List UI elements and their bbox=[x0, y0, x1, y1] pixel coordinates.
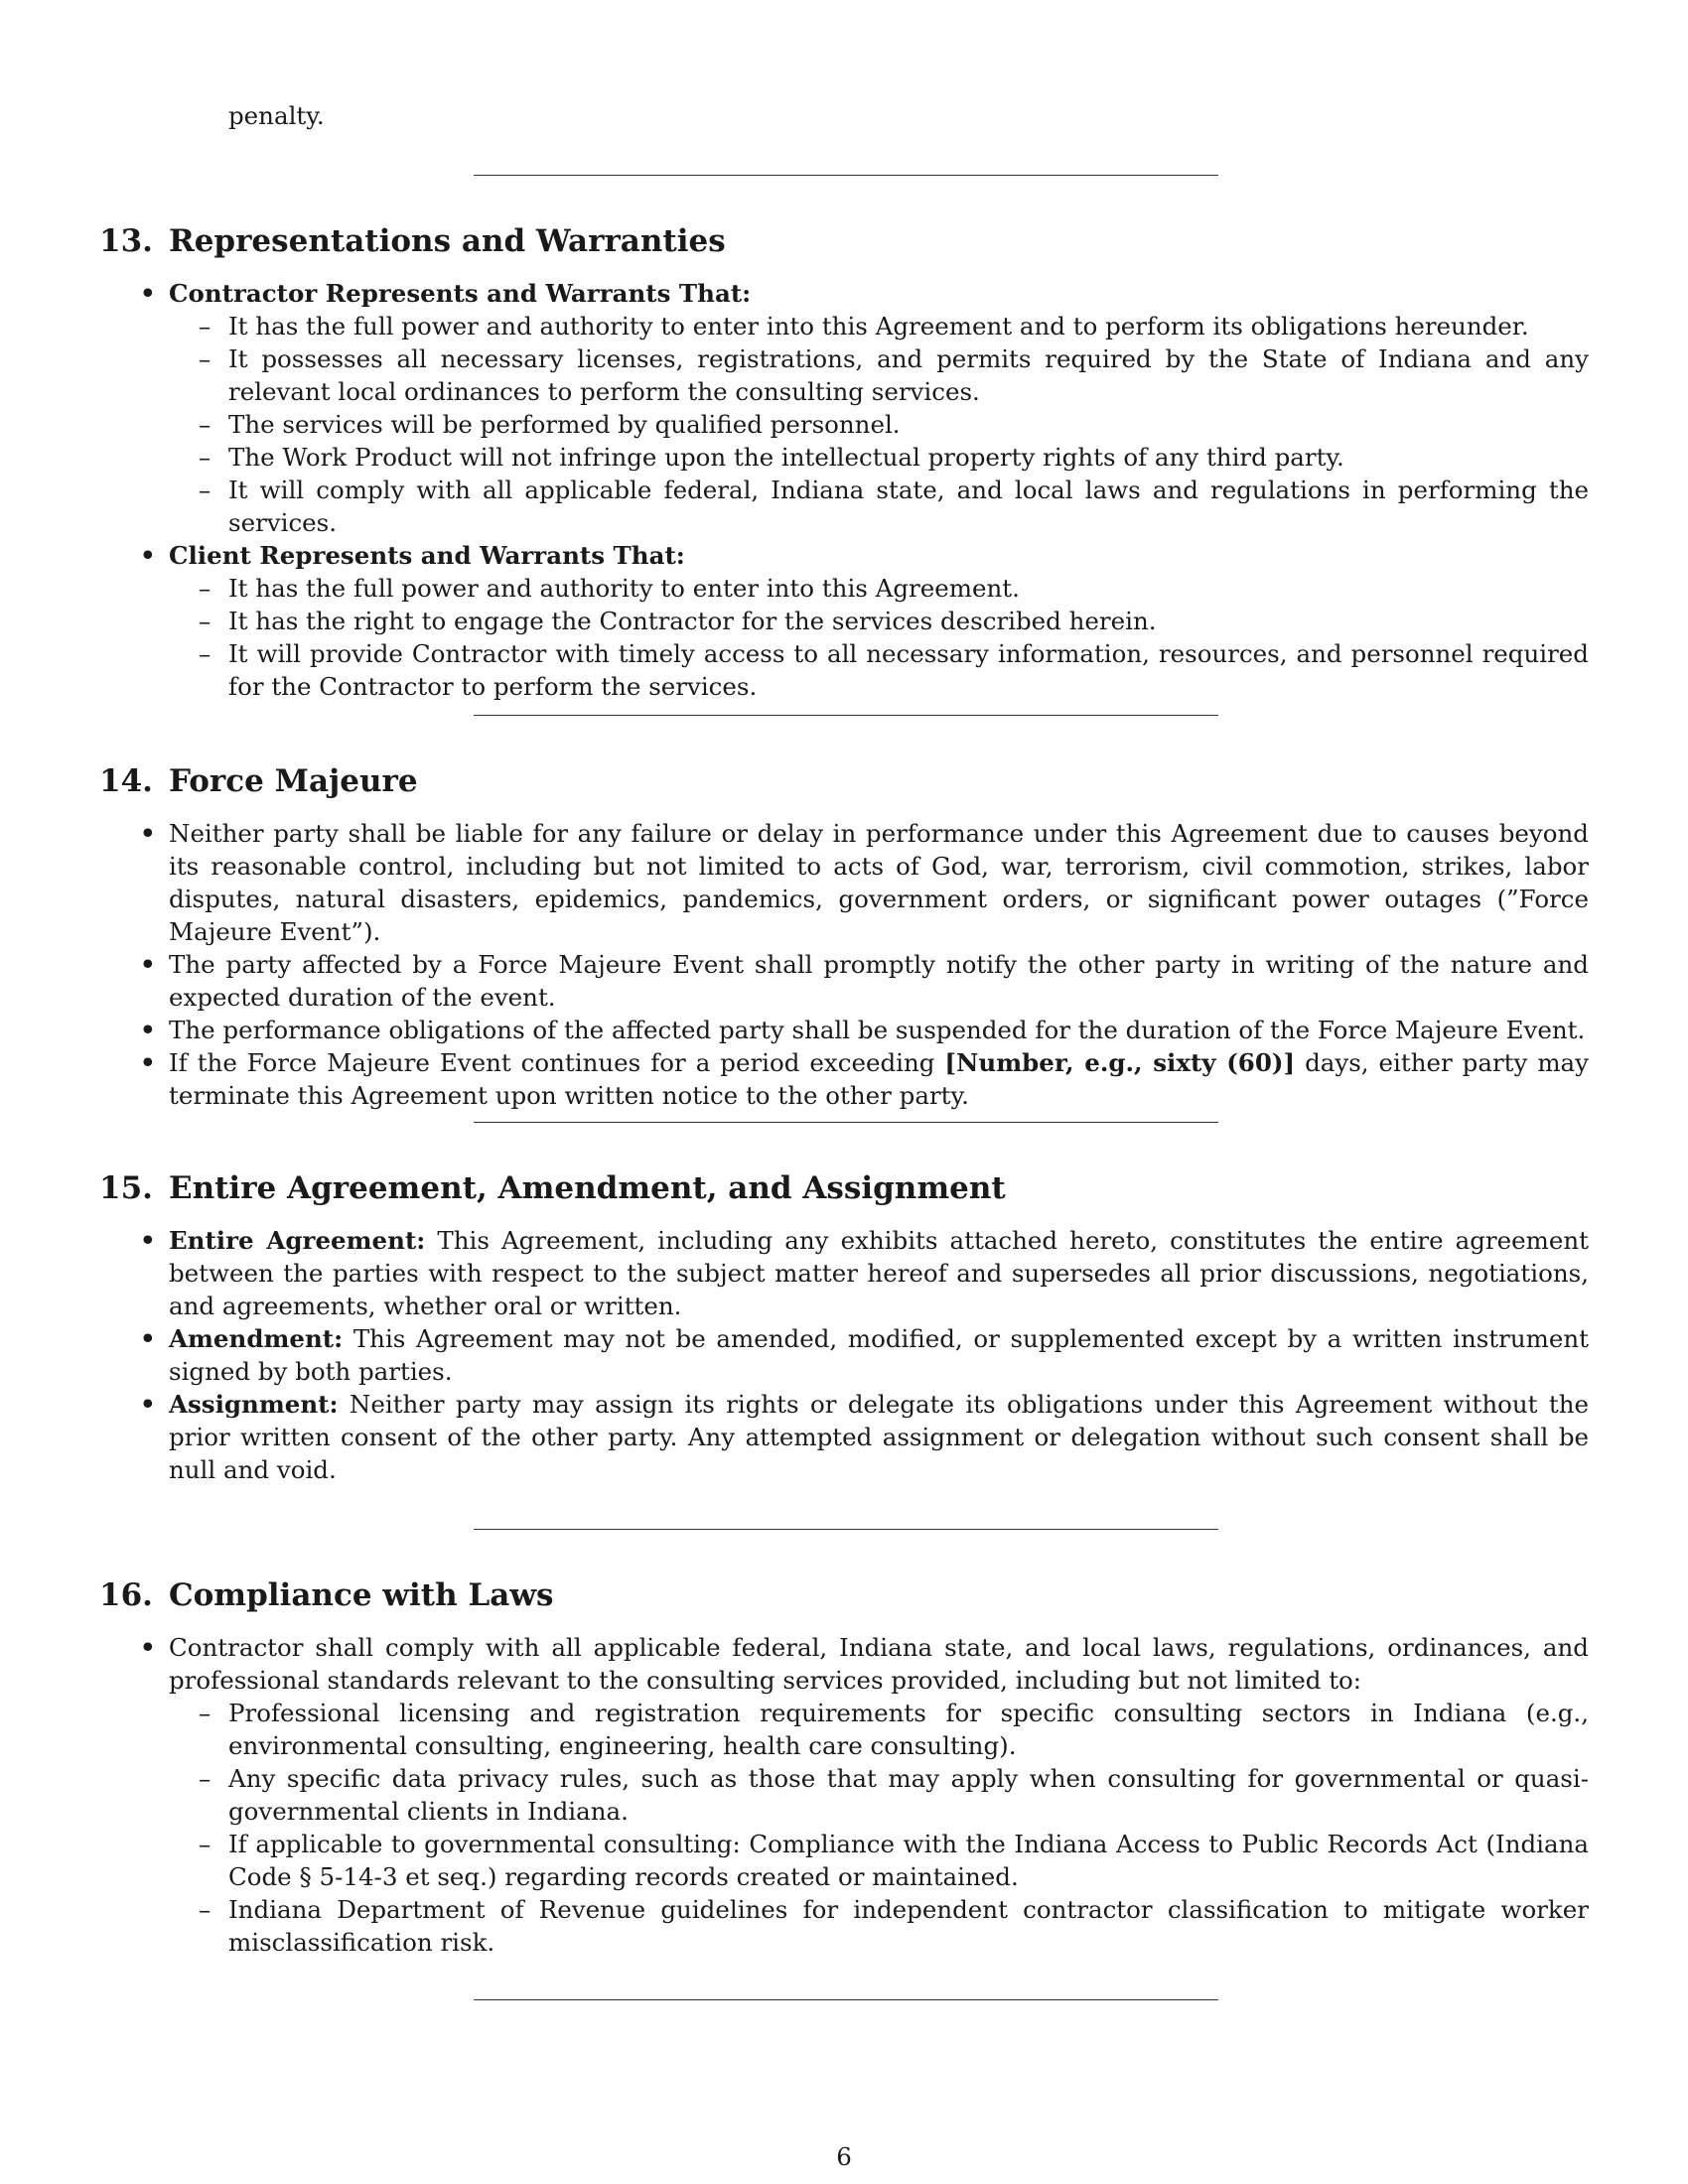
list-item: • The performance obligations of the affected party shall be suspended for the duration of the Force Majeure Event. bbox=[140, 1016, 1586, 1044]
dash-icon: – bbox=[199, 312, 211, 341]
list-item: • Neither party shall be liable for any failure or delay in performance under this Agreement due to causes beyond its reasonable control, including but not limited to acts of God, war, terrorism, civil commotion, strikes, labor disputes, natural disasters, epidemics, pandemics, government orders, or significant power outages (”Force Majeure Event”). bbox=[140, 819, 1589, 946]
list-item bbox=[99, 1631, 1589, 1959]
group-label: Contractor Represents and Warrants That: bbox=[169, 279, 752, 308]
section-title: Force Majeure bbox=[168, 763, 418, 799]
group-label: Client Represents and Warrants That: bbox=[169, 541, 685, 570]
sub-list-item: – It will provide Contractor with timely access to all necessary information, resources, and personnel required for the Contractor to perform the services. bbox=[199, 639, 1589, 701]
list-item bbox=[99, 277, 1589, 539]
continuation-text: penalty. bbox=[228, 101, 325, 130]
section-number: 15. bbox=[99, 1170, 153, 1206]
section-13-heading bbox=[99, 221, 726, 261]
section-number: 14. bbox=[99, 763, 153, 799]
list-item: • Amendment: This Agreement may not be amended, modified, or supplemented except by a written instrument signed by both parties. bbox=[140, 1324, 1589, 1386]
section-15-heading bbox=[99, 1168, 1006, 1208]
sub-list bbox=[169, 1697, 1589, 1959]
bullet-icon: • bbox=[140, 1016, 156, 1044]
sub-list-item: – It has the full power and authority to enter into this Agreement and to perform its obligations hereunder. bbox=[199, 312, 1529, 341]
section-title: Representations and Warranties bbox=[168, 223, 726, 259]
sub-list-item: – It has the full power and authority to enter into this Agreement. bbox=[199, 574, 1020, 603]
bullet-icon: • bbox=[140, 1048, 156, 1077]
section-number: 16. bbox=[99, 1577, 153, 1613]
placeholder-bold: [Number, e.g., sixty (60)] bbox=[944, 1048, 1296, 1077]
dash-icon: – bbox=[199, 1764, 211, 1793]
list-item: • Assignment: Neither party may assign its rights or delegate its obligations under this Agreement without the prior written consent of the other party. Any attempted assignment or delegation without such consent shall be null and void. bbox=[140, 1390, 1589, 1484]
section-16-heading bbox=[99, 1575, 553, 1615]
sub-list-item: – Any specific data privacy rules, such as those that may apply when consulting for governmental or quasi-governmental clients in Indiana. bbox=[199, 1764, 1589, 1826]
section-divider bbox=[474, 1999, 1218, 2000]
bullet-icon: • bbox=[140, 1390, 156, 1419]
bullet-icon: • bbox=[140, 279, 156, 308]
bullet-icon: • bbox=[140, 1633, 156, 1662]
sub-list bbox=[169, 572, 1589, 703]
sub-list bbox=[169, 310, 1589, 539]
item-label: Assignment: bbox=[169, 1390, 339, 1419]
item-label: Entire Agreement: bbox=[169, 1226, 426, 1255]
dash-icon: – bbox=[199, 1895, 211, 1924]
section-14-list bbox=[99, 817, 1589, 1112]
list-item: • Entire Agreement: This Agreement, including any exhibits attached hereto, constitutes the entire agreement between the parties with respect to the subject matter hereof and supersedes all prior discussions, negotiations, and agreements, whether oral or written. bbox=[140, 1226, 1590, 1320]
list-item: • If the Force Majeure Event continues for a period exceeding [Number, e.g., sixty (60)] days, either party may terminate this Agreement upon written notice to the other party. bbox=[140, 1048, 1589, 1110]
sub-list-item: – The services will be performed by qualified personnel. bbox=[199, 410, 901, 439]
dash-icon: – bbox=[199, 574, 211, 603]
bullet-icon: • bbox=[140, 950, 156, 979]
section-14-heading bbox=[99, 761, 418, 801]
sub-list-item: – It will comply with all applicable federal, Indiana state, and local laws and regulations in performing the services. bbox=[199, 476, 1589, 537]
sub-list-item: – Indiana Department of Revenue guidelines for independent contractor classification to mitigate worker misclassification risk. bbox=[199, 1895, 1589, 1957]
bullet-icon: • bbox=[140, 541, 156, 570]
dash-icon: – bbox=[199, 410, 211, 439]
dash-icon: – bbox=[199, 1699, 211, 1727]
document-page bbox=[99, 0, 1589, 2184]
dash-icon: – bbox=[199, 344, 211, 373]
sub-list-item: – It possesses all necessary licenses, registrations, and permits required by the State of Indiana and any relevant local ordinances to perform the consulting services. bbox=[199, 344, 1589, 406]
dash-icon: – bbox=[199, 476, 211, 504]
list-item bbox=[99, 539, 1589, 703]
section-divider bbox=[474, 175, 1218, 176]
section-number: 13. bbox=[99, 223, 153, 259]
intro-text: Contractor shall comply with all applicable federal, Indiana state, and local laws, regulations, ordinances, and professional standards relevant to the consulting services provided, including but not limited to: bbox=[169, 1633, 1589, 1695]
section-15-list bbox=[99, 1224, 1589, 1486]
section-divider bbox=[474, 1122, 1218, 1123]
sub-list-item: – Professional licensing and registration requirements for specific consulting sectors in Indiana (e.g., environmental consulting, engineering, health care consulting). bbox=[199, 1699, 1589, 1760]
list-item: • The party affected by a Force Majeure Event shall promptly notify the other party in writing of the nature and expected duration of the event. bbox=[140, 950, 1589, 1012]
bullet-icon: • bbox=[140, 1324, 156, 1353]
section-13-list bbox=[99, 277, 1589, 703]
dash-icon: – bbox=[199, 443, 211, 472]
section-16-list bbox=[99, 1631, 1589, 1959]
bullet-icon: • bbox=[140, 819, 156, 848]
sub-list-item: – If applicable to governmental consulting: Compliance with the Indiana Access to Public Records Act (Indiana Code § 5-14-3 et seq.) regarding records created or maintained. bbox=[199, 1830, 1589, 1891]
section-divider bbox=[474, 1529, 1218, 1530]
bullet-icon: • bbox=[140, 1226, 156, 1255]
section-divider bbox=[474, 715, 1218, 716]
sub-list-item: – It has the right to engage the Contractor for the services described herein. bbox=[199, 607, 1157, 635]
page-number: 6 bbox=[836, 2142, 852, 2171]
item-label: Amendment: bbox=[169, 1324, 344, 1353]
section-title: Compliance with Laws bbox=[168, 1577, 554, 1613]
dash-icon: – bbox=[199, 607, 211, 635]
dash-icon: – bbox=[199, 1830, 211, 1858]
sub-list-item: – The Work Product will not infringe upon the intellectual property rights of any third party. bbox=[199, 443, 1344, 472]
dash-icon: – bbox=[199, 639, 211, 668]
section-title: Entire Agreement, Amendment, and Assignment bbox=[168, 1170, 1006, 1206]
